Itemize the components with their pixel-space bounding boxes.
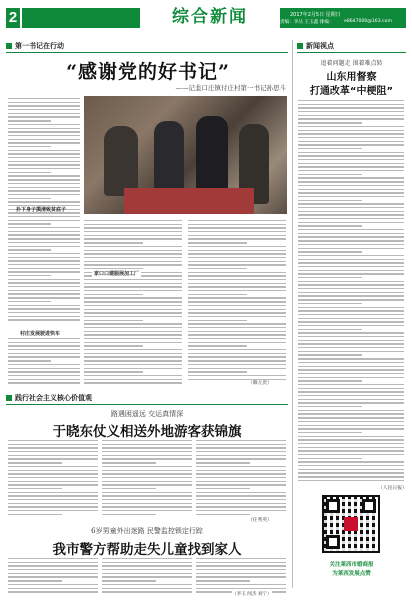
right-byline: （人民日报） xyxy=(378,486,407,491)
left-subtitle: ——记韭口庄镇付庄村第一书记孙思斗 xyxy=(175,84,286,92)
bottom-text-2b xyxy=(102,558,192,596)
bottom-section-rule xyxy=(6,404,288,405)
small-subhead: 家口口建服展加工厂 xyxy=(94,271,140,277)
qr-code xyxy=(322,495,380,553)
bottom-section-label: 践行社会主义核心价值观 xyxy=(15,395,92,402)
section-label: 第一书记在行动 xyxy=(15,43,64,50)
left-text-column-1b xyxy=(8,338,80,388)
photo-table xyxy=(124,188,254,214)
right-kicker: 追着问题走 围着难点转 xyxy=(320,60,383,67)
news-photo xyxy=(84,96,287,214)
qr-finder-3 xyxy=(326,535,340,549)
section-rule xyxy=(6,52,288,53)
qr-caption-1: 关注莱西市婚商报 xyxy=(329,562,374,568)
section-marker-bottom xyxy=(6,395,12,401)
right-headline-2: 打通改革“中梗阻” xyxy=(309,86,394,97)
editor-line: 责编：李丛 王玉鑫 排编： xyxy=(280,20,334,25)
bottom-byline-2: （李玉 闻杰 刘宁） xyxy=(232,592,272,597)
bottom-byline-1: （任秀英） xyxy=(248,518,272,523)
subhead-2: 村庄发展驶进快车 xyxy=(20,331,61,337)
bottom-kicker-2: 6岁男童外出迷路 民警监控锁定行踪 xyxy=(91,527,203,535)
email: e8647000@163.com xyxy=(344,19,392,24)
bottom-text-1c xyxy=(196,440,286,520)
page-number-box xyxy=(6,8,20,28)
bottom-kicker-1: 路遇困遥远 交运真情深 xyxy=(110,410,184,418)
section-header-left xyxy=(6,40,286,52)
right-headline-1: 山东用督察 xyxy=(326,72,377,83)
qr-logo xyxy=(344,517,358,531)
masthead xyxy=(0,0,412,34)
photo-figure-1 xyxy=(104,126,138,196)
qr-finder-1 xyxy=(326,499,340,513)
column-divider xyxy=(292,40,293,588)
right-text-column xyxy=(298,100,404,488)
date-line: 2017年2月5日 星期日 xyxy=(290,12,341,18)
qr-caption-2: 为莱西发展点赞 xyxy=(332,571,371,577)
left-text-column-3 xyxy=(188,220,286,388)
bottom-text-1a xyxy=(8,440,98,520)
section-header-bottom xyxy=(6,392,286,404)
section-marker xyxy=(6,43,12,49)
qr-finder-2 xyxy=(362,499,376,513)
page-number: 2 xyxy=(8,9,18,26)
subhead-1: 扑下身子摸清致贫底子 xyxy=(16,207,67,213)
left-headline: “感谢党的好书记” xyxy=(66,61,230,83)
bottom-text-1b xyxy=(102,440,192,520)
bottom-headline-1: 于晓东仗义相送外地游客获锦旗 xyxy=(52,424,242,440)
section-header-right xyxy=(297,40,407,52)
bottom-headline-2: 我市警方帮助走失儿童找到家人 xyxy=(52,542,242,558)
right-section-rule xyxy=(297,52,406,53)
left-text-column-2 xyxy=(84,220,182,388)
section-title: 综合新闻 xyxy=(140,5,280,29)
left-byline: （赖元贵） xyxy=(248,381,272,386)
bottom-text-2a xyxy=(8,558,98,596)
right-section-label: 新闻视点 xyxy=(306,43,334,50)
section-marker-right xyxy=(297,43,303,49)
